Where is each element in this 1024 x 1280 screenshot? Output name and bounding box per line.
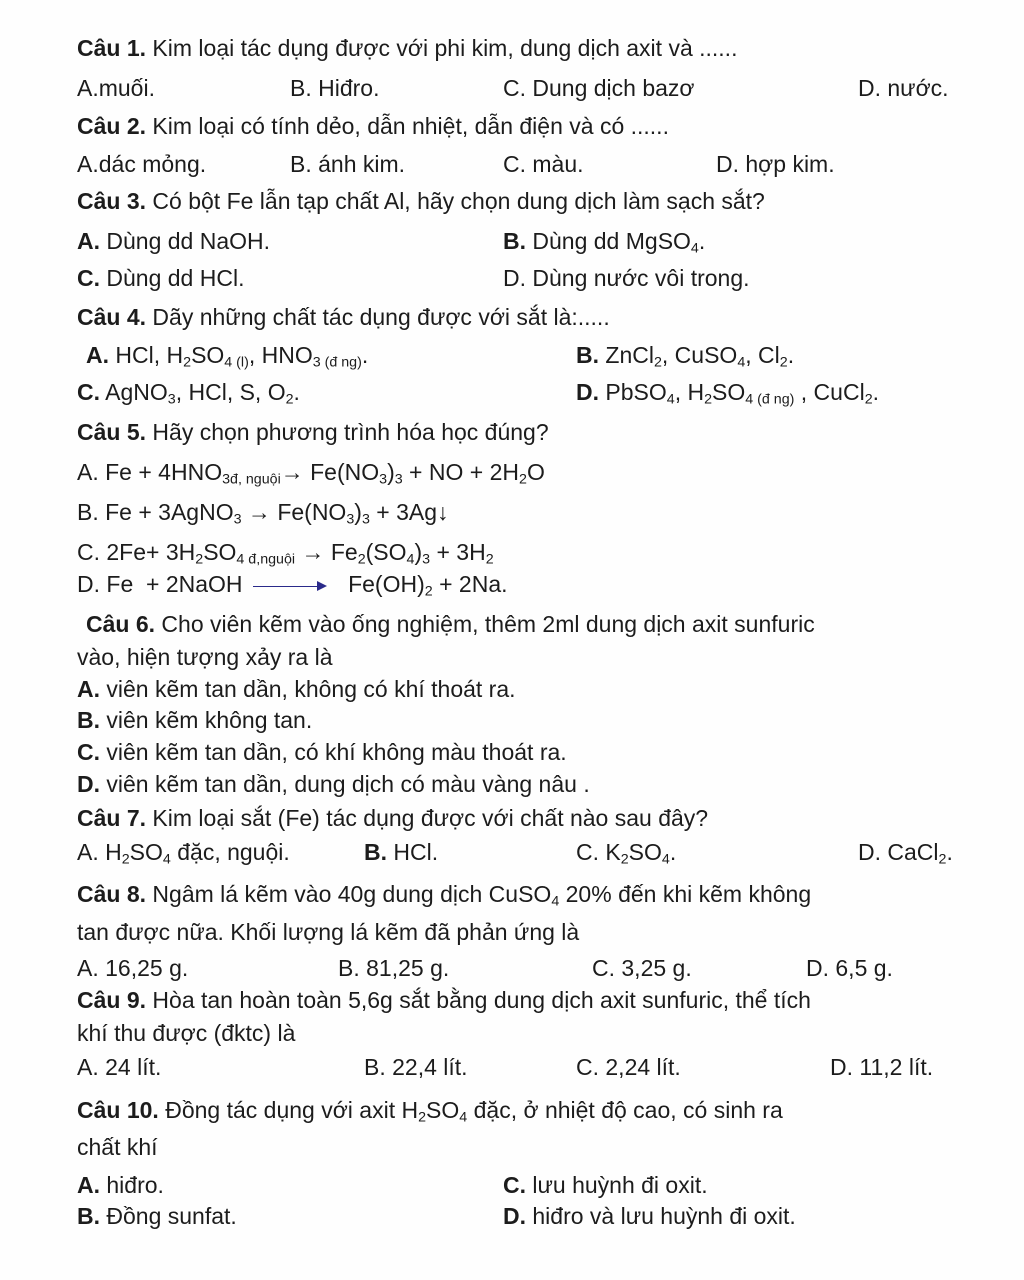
question-8-sub: 4 — [551, 893, 560, 910]
q4-option-b-label: B. — [576, 342, 599, 368]
q10-option-c-text: lưu huỳnh đi oxit. — [526, 1172, 708, 1198]
q3-option-c-label: C. — [77, 265, 100, 291]
q7-option-d-label: D. — [858, 839, 881, 865]
q7-option-b[interactable] — [364, 838, 438, 866]
q9-option-a[interactable]: A. 24 lít. — [77, 1054, 162, 1080]
q9-option-b[interactable]: B. 22,4 lít. — [364, 1054, 468, 1080]
q6-option-c[interactable] — [77, 738, 567, 766]
q5-option-a[interactable]: A. $Fe + 4HNO_{3đ, nguội}\to Fe(NO_3)_3$ + NO + $2H_2O$ — [77, 459, 545, 488]
question-10-text-line2: chất khí — [77, 1134, 158, 1160]
q4-option-c-label: C. — [77, 379, 100, 405]
question-10 — [77, 1096, 783, 1124]
q8-option-d[interactable]: D. 6,5 g. — [806, 955, 893, 981]
q1-option-d[interactable]: D. nước. — [858, 75, 949, 101]
q10-option-b[interactable] — [77, 1202, 237, 1230]
q7-option-d[interactable]: D. CaCl$_2$. — [858, 839, 953, 868]
q10-option-a-text: hiđro. — [100, 1172, 164, 1198]
question-3-label: Câu 3. — [77, 188, 147, 214]
q3-option-b-end: . — [698, 228, 706, 254]
question-8-text: Ngâm lá kẽm vào 40g dung dịch CuSO — [146, 881, 552, 907]
q2-option-a[interactable]: A.dác mỏng. — [77, 151, 207, 177]
q1-option-a[interactable]: A.muối. — [77, 75, 155, 101]
q6-option-d-label: D. — [77, 771, 100, 797]
question-6-text: Cho viên kẽm vào ống nghiệm, thêm 2ml dung dịch axit sunfuric — [155, 611, 815, 637]
q3-option-b-text: Dùng dd MgSO — [526, 228, 691, 254]
q5-option-d-label: D. — [77, 571, 100, 597]
q3-option-d[interactable]: D. Dùng nước vôi trong. — [503, 265, 750, 291]
question-7-text: Kim loại sắt (Fe) tác dụng được với chất nào sau đây? — [146, 805, 709, 831]
q3-option-c[interactable] — [77, 264, 244, 292]
question-9-label: Câu 9. — [77, 987, 147, 1013]
question-5 — [77, 418, 549, 446]
q6-option-a-text: viên kẽm tan dần, không có khí thoát ra. — [100, 676, 516, 702]
question-2-text: Kim loại có tính dẻo, dẫn nhiệt, dẫn điện và có ...... — [146, 113, 669, 139]
q4-option-b[interactable]: B. ZnCl$_2$, CuSO$_4$, $Cl_2$. — [576, 342, 795, 371]
q3-option-b[interactable] — [503, 227, 705, 255]
q6-option-d-text: viên kẽm tan dần, dung dịch có màu vàng nâu . — [100, 771, 590, 797]
q7-option-a[interactable]: A. $H_2SO_4$ đặc, nguội. — [77, 839, 290, 868]
q3-option-c-text: Dùng dd HCl. — [100, 265, 245, 291]
q2-option-b[interactable]: B. ánh kim. — [290, 151, 406, 177]
q4-option-a-label: A. — [86, 342, 109, 368]
question-4-text: Dãy những chất tác dụng được với sắt là:..... — [146, 304, 610, 330]
q10-option-c[interactable] — [503, 1171, 708, 1199]
q5-option-c[interactable]: C. $2Fe+ 3H_2SO_{4 đ,nguội} \to Fe_2(SO_4)_3 + 3H_2$ — [77, 539, 494, 568]
question-3-text: Có bột Fe lẫn tạp chất Al, hãy chọn dung dịch làm sạch sắt? — [146, 188, 765, 214]
q3-option-a-text: Dùng dd NaOH. — [100, 228, 271, 254]
q7-option-a-label: A. — [77, 839, 99, 865]
q10-option-a-label: A. — [77, 1172, 100, 1198]
q7-option-c[interactable]: C. $K_2SO_4$. — [576, 839, 677, 868]
q10-option-b-text: Đồng sunfat. — [100, 1203, 237, 1229]
question-9-text-line2: khí thu được (đktc) là — [77, 1020, 296, 1046]
question-4-label: Câu 4. — [77, 304, 147, 330]
q10-option-d-label: D. — [503, 1203, 526, 1229]
q10-option-d[interactable] — [503, 1202, 796, 1230]
question-8-text-end: 20% đến khi kẽm không — [559, 881, 812, 907]
reaction-arrow-icon — [249, 579, 329, 593]
q10-option-b-label: B. — [77, 1203, 100, 1229]
q4-option-d-label: D. — [576, 379, 599, 405]
q6-option-b-label: B. — [77, 707, 100, 733]
q4-option-d[interactable]: D. PbSO$_4$, $H_2SO_{4 (đ ng)}$ , CuCl$_2$. — [576, 379, 880, 408]
q5-option-d[interactable]: D. Fe + 2NaOH $Fe(OH)_2 + 2Na$. — [77, 571, 508, 600]
question-8-text-line2: tan được nữa. Khối lượng lá kẽm đã phản ứng là — [77, 919, 580, 945]
question-10-label: Câu 10. — [77, 1097, 159, 1123]
question-10-text-end: đặc, ở nhiệt độ cao, có sinh ra — [467, 1097, 783, 1123]
q8-option-a[interactable]: A. 16,25 g. — [77, 955, 189, 981]
q7-option-b-text: HCl. — [387, 839, 439, 865]
q10-option-c-label: C. — [503, 1172, 526, 1198]
q3-option-b-label: B. — [503, 228, 526, 254]
q10-option-a[interactable] — [77, 1171, 164, 1199]
question-6-text-line2: vào, hiện tượng xảy ra là — [77, 644, 333, 670]
question-10-text-mid: SO — [426, 1097, 460, 1123]
question-8 — [77, 880, 811, 908]
q9-option-c[interactable]: C. 2,24 lít. — [576, 1054, 681, 1080]
question-1 — [77, 34, 737, 62]
question-10-text: Đồng tác dụng với axit H — [158, 1097, 419, 1123]
q3-option-a[interactable] — [77, 227, 270, 255]
q6-option-c-text: viên kẽm tan dần, có khí không màu thoát ra. — [100, 739, 567, 765]
q9-option-d[interactable]: D. 11,2 lít. — [830, 1054, 934, 1080]
q5-option-c-label: C. — [77, 539, 100, 565]
question-8-label: Câu 8. — [77, 881, 147, 907]
q5-option-b-label: B. — [77, 499, 99, 525]
q3-option-a-label: A. — [77, 228, 100, 254]
question-9 — [77, 986, 811, 1014]
question-1-label: Câu 1. — [77, 35, 147, 61]
q6-option-a[interactable] — [77, 675, 516, 703]
q7-option-b-label: B. — [364, 839, 387, 865]
question-4 — [77, 303, 610, 331]
q6-option-a-label: A. — [77, 676, 100, 702]
question-2-label: Câu 2. — [77, 113, 147, 139]
question-7 — [77, 804, 708, 832]
question-6 — [86, 610, 815, 638]
question-10-sub2: 4 — [459, 1109, 468, 1126]
q6-option-d[interactable] — [77, 770, 590, 798]
q8-option-c[interactable]: C. 3,25 g. — [592, 955, 692, 981]
question-10-sub1: 2 — [418, 1109, 427, 1126]
q3-option-b-sub: 4 — [690, 240, 699, 257]
question-3 — [77, 187, 765, 215]
question-9-text: Hòa tan hoàn toàn 5,6g sắt bằng dung dịch axit sunfuric, thể tích — [146, 987, 811, 1013]
q2-option-d[interactable]: D. hợp kim. — [716, 151, 835, 177]
question-2 — [77, 112, 669, 140]
q6-option-c-label: C. — [77, 739, 100, 765]
question-6-label: Câu 6. — [86, 611, 156, 637]
question-7-label: Câu 7. — [77, 805, 147, 831]
q8-option-b[interactable]: B. 81,25 g. — [338, 955, 450, 981]
question-5-label: Câu 5. — [77, 419, 147, 445]
q1-option-c[interactable]: C. Dung dịch bazơ — [503, 75, 695, 101]
q10-option-d-text: hiđro và lưu huỳnh đi oxit. — [526, 1203, 796, 1229]
question-1-text: Kim loại tác dụng được với phi kim, dung dịch axit và ...... — [146, 35, 738, 61]
q6-option-b[interactable] — [77, 706, 312, 734]
q7-option-c-label: C. — [576, 839, 599, 865]
q2-option-c[interactable]: C. màu. — [503, 151, 584, 177]
q5-option-a-label: A. — [77, 459, 99, 485]
q4-option-c[interactable]: C. AgNO$_3$, HCl, S, $O_2$. — [77, 379, 300, 408]
q6-option-b-text: viên kẽm không tan. — [100, 707, 313, 733]
q1-option-b[interactable]: B. Hiđro. — [290, 75, 380, 101]
q5-option-b[interactable]: B. Fe + 3AgNO$_3$ → $Fe(NO_3)_3$ + 3Ag↓ — [77, 499, 449, 528]
question-5-text: Hãy chọn phương trình hóa học đúng? — [146, 419, 549, 445]
q4-option-a[interactable]: A. HCl, $H_2SO_{4 (l)}$, $HNO_{3 (đ ng)}$. — [86, 342, 369, 371]
